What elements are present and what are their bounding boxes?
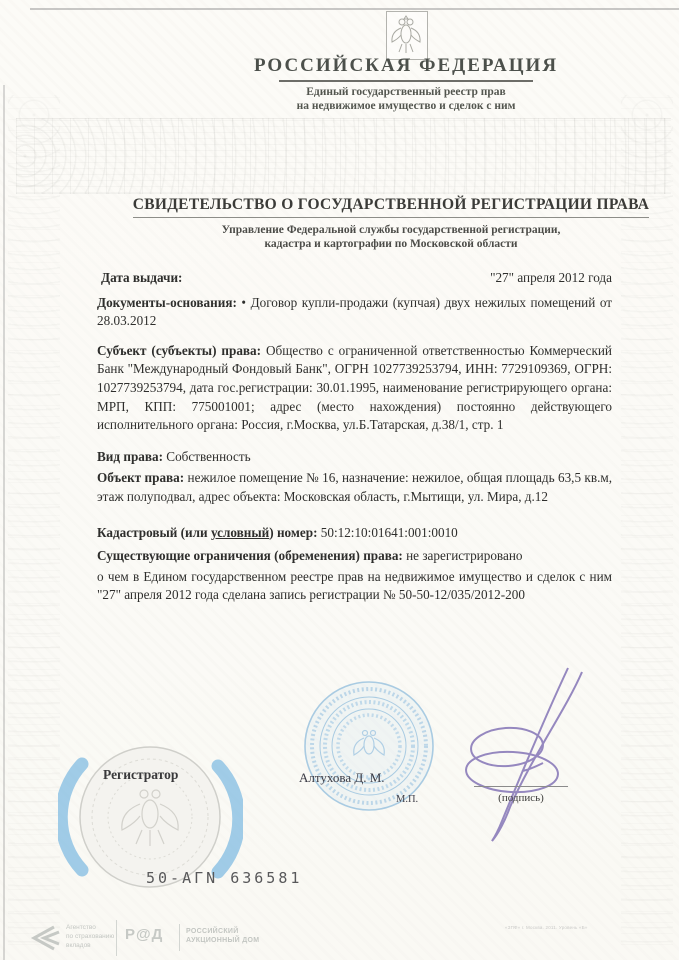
seal-abbreviation: М.П. bbox=[396, 794, 419, 805]
agency-line2: по страхованию bbox=[66, 933, 115, 940]
deposit-insurance-agency-label bbox=[66, 923, 114, 950]
title-block bbox=[112, 196, 670, 251]
document-body bbox=[97, 269, 612, 605]
header-divider bbox=[279, 80, 533, 82]
russian-auction-house-label bbox=[186, 927, 259, 945]
header-country: РОССИЙСКАЯ ФЕДЕРАЦИЯ bbox=[253, 55, 559, 76]
documents-basis-label: Документы-основания: bbox=[97, 294, 237, 310]
registrar-name: Алтухова Д. М. bbox=[299, 770, 385, 785]
footer bbox=[0, 916, 679, 960]
issue-date-row bbox=[97, 269, 612, 288]
printing-house-info: «ЗПФ» г. Москва. 2011. Уровень «Б» bbox=[505, 925, 588, 930]
restrictions-row bbox=[97, 547, 612, 566]
right-type-label: Вид права: bbox=[97, 448, 163, 464]
registrar-label: Регистратор bbox=[103, 767, 179, 782]
scan-edge-top bbox=[30, 8, 679, 10]
restrictions-label: Существующие ограничения (обременения) права: bbox=[97, 548, 403, 564]
deposit-insurance-agency-icon bbox=[24, 924, 60, 959]
cadastral-row bbox=[97, 524, 612, 543]
cadastral-label-part1: Кадастровый (или bbox=[97, 524, 211, 540]
documents-basis-value: • Договор купли-продажи (купчая) двух нежилых помещений от 28.03.2012 bbox=[97, 294, 613, 329]
signature-line bbox=[474, 786, 568, 787]
issue-date-value: "27" апреля 2012 года bbox=[490, 270, 612, 285]
documents-basis-row bbox=[97, 294, 612, 331]
subject-row bbox=[97, 342, 612, 435]
signature-caption: (подпись) bbox=[498, 792, 544, 804]
header-registry-line1: Единый государственный реестр прав bbox=[306, 86, 506, 98]
cadastral-label-part2: ) номер: bbox=[269, 524, 318, 540]
agency-line3: вкладов bbox=[66, 942, 91, 949]
right-type-row bbox=[97, 448, 612, 467]
coat-of-arms-icon bbox=[386, 11, 428, 60]
rad-line1: РОССИЙСКИЙ bbox=[186, 928, 239, 935]
footer-divider-2 bbox=[179, 924, 180, 951]
subject-label: Субъект (субъекты) права: bbox=[97, 342, 262, 358]
agency-line1: Агентство bbox=[66, 924, 96, 931]
object-row bbox=[97, 469, 612, 506]
guilloche-left-border bbox=[8, 95, 60, 945]
serial-number: 50-АГN 636581 bbox=[146, 869, 303, 887]
title-subtitle-line1: Управление Федеральной службы государственной регистрации, bbox=[221, 224, 561, 236]
subject-value: Общество с ограниченной ответственностью Коммерческий Банк "Международный Фондовый Банк", ОГРН 1027739253794, ИНН: 7729109369, ОГРН: 1027739253794, дата гос.регистрации: 30.01.1995, наименование регистрирующего органа: МРП, КПП: 775001001; адрес (место нахождения) постоянно действующего исполнительного органа: Россия, г.Москва, ул.Б.Татарская, д.38/1, стр. 1 bbox=[97, 342, 612, 433]
russian-auction-house-logo: Р@Д bbox=[125, 926, 164, 943]
object-label: Объект права: bbox=[97, 470, 185, 486]
rad-line2: АУКЦИОННЫЙ ДОМ bbox=[186, 937, 260, 944]
document-title: СВИДЕТЕЛЬСТВО О ГОСУДАРСТВЕННОЙ РЕГИСТРАЦИИ ПРАВА bbox=[133, 196, 650, 218]
cadastral-label-underlined: условный bbox=[210, 524, 270, 540]
restrictions-value: не зарегистрировано bbox=[406, 548, 523, 564]
scan-edge-left bbox=[3, 85, 5, 960]
guilloche-band bbox=[16, 118, 671, 194]
object-value: нежилое помещение № 16, назначение: нежилое, общая площадь 63,5 кв.м, этаж полуподвал, адрес объекта: Московская область, г.Мытищи, ул. Мира, д.12 bbox=[97, 470, 613, 504]
title-subtitle-line2: кадастра и картографии по Московской области bbox=[264, 238, 518, 250]
issue-date-label: Дата выдачи: bbox=[101, 270, 183, 285]
document-header bbox=[240, 55, 572, 113]
registration-record: о чем в Едином государственном реестре прав на недвижимое имущество и сделок с ним "27" апреля 2012 года сделана запись регистрации № 50-50-12/035/2012-200 bbox=[97, 568, 612, 603]
footer-divider-1 bbox=[116, 920, 117, 956]
right-type-value: Собственность bbox=[166, 448, 251, 464]
cadastral-value: 50:12:10:01641:001:0010 bbox=[320, 524, 458, 540]
signature bbox=[450, 655, 590, 847]
header-registry-line2: на недвижимое имущество и сделок с ним bbox=[296, 99, 516, 112]
